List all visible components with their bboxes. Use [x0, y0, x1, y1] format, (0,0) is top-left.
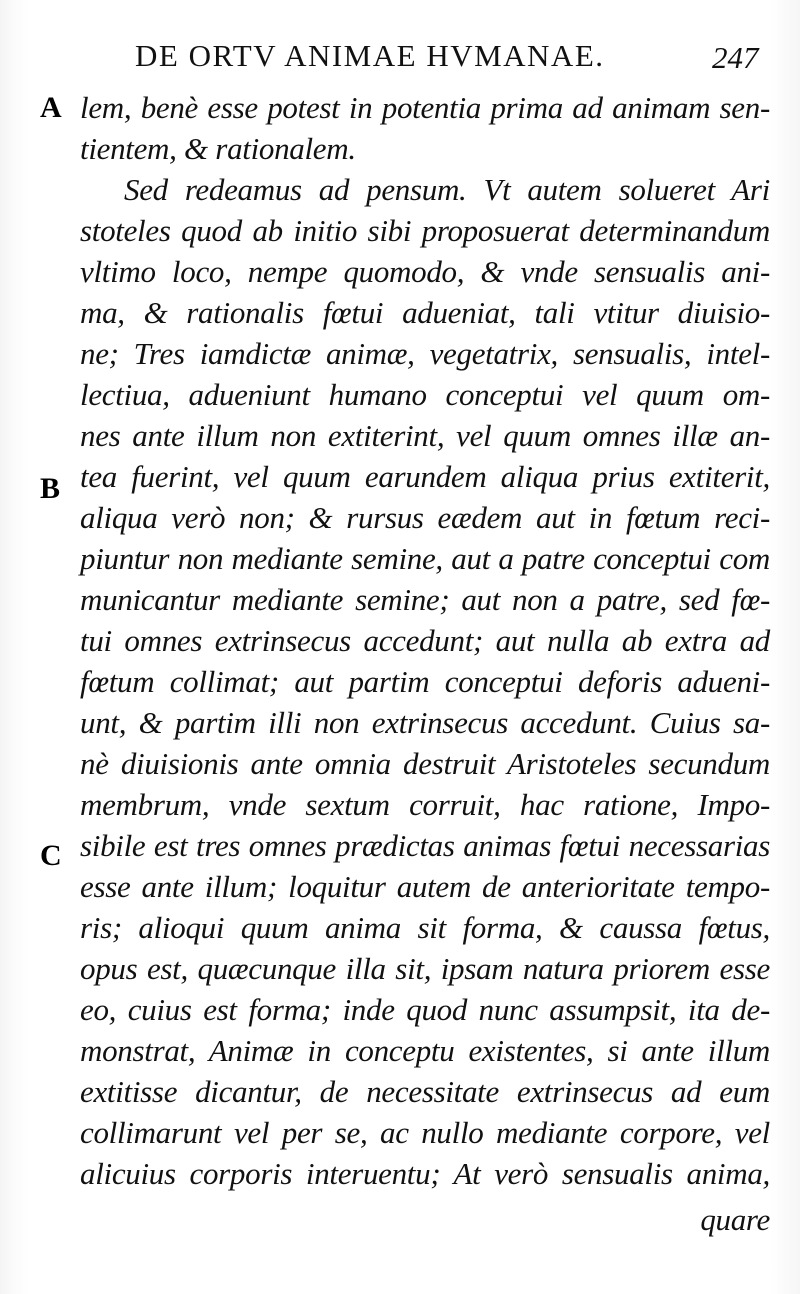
text-line: lem, benè esse potest in potentia prima ad animam sen-: [80, 90, 770, 125]
text-line: eo, cuius est forma; inde quod nunc assumpsit, ita de-: [80, 992, 770, 1027]
text-line: monstrat, Animæ in conceptu existentes, si ante illum: [80, 1033, 770, 1068]
text-line: tea fuerint, vel quum earundem aliqua prius extiterit,: [80, 459, 770, 494]
text-line: tientem, & rationalem.: [80, 131, 356, 166]
margin-marker-c: C: [40, 839, 62, 872]
text-line: nè diuisionis ante omnia destruit Aristoteles secundum: [80, 746, 770, 781]
text-line: aliqua verò non; & rursus eædem aut in fœtum reci-: [80, 500, 770, 535]
text-line: collimarunt vel per se, ac nullo mediante corpore, vel: [80, 1115, 770, 1150]
text-line: municantur mediante semine; aut non a patre, sed fœ-: [80, 582, 770, 617]
text-line: Sed redeamus ad pensum. Vt autem solueret Ari: [124, 172, 770, 207]
text-line: unt, & partim illi non extrinsecus accedunt. Cuius sa-: [80, 705, 770, 740]
margin-marker-a: A: [40, 91, 62, 124]
text-line: nes ante illum non extiterint, vel quum omnes illæ an-: [80, 418, 770, 453]
text-line: extitisse dicantur, de necessitate extrinsecus ad eum: [80, 1074, 770, 1109]
text-line: ma, & rationalis fœtui adueniat, tali vtitur diuisio-: [80, 295, 770, 330]
text-line: piuntur non mediante semine, aut a patre conceptui com: [80, 541, 770, 576]
catchword: quare: [700, 1202, 770, 1237]
body-text: [80, 86, 770, 1256]
text-line: ris; alioqui quum anima sit forma, & caussa fœtus,: [80, 910, 770, 945]
text-line: sibile est tres omnes prædictas animas fœtui necessarias: [80, 828, 770, 863]
text-line: ne; Tres iamdictæ animæ, vegetatrix, sensualis, intel-: [80, 336, 770, 371]
page-number: 247: [712, 40, 759, 75]
text-line: membrum, vnde sextum corruit, hac ratione, Impo-: [80, 787, 770, 822]
text-line: fœtum collimat; aut partim conceptui deforis adueni-: [80, 664, 770, 699]
text-line: opus est, quæcunque illa sit, ipsam natura priorem esse: [80, 951, 770, 986]
running-title: DE ORTV ANIMAE HVMANAE.: [135, 38, 605, 73]
text-line: esse ante illum; loquitur autem de anterioritate tempo-: [80, 869, 770, 904]
text-line: vltimo loco, nempe quomodo, & vnde sensualis ani-: [80, 254, 770, 289]
text-line: alicuius corporis interuentu; At verò sensualis anima,: [80, 1156, 770, 1191]
text-line: lectiua, adueniunt humano conceptui vel quum om-: [80, 377, 770, 412]
page-header: [0, 0, 800, 96]
margin-marker-b: B: [40, 472, 61, 505]
text-line: tui omnes extrinsecus accedunt; aut nulla ab extra ad: [80, 623, 770, 658]
text-line: stoteles quod ab initio sibi proposuerat determinandum: [80, 213, 770, 248]
